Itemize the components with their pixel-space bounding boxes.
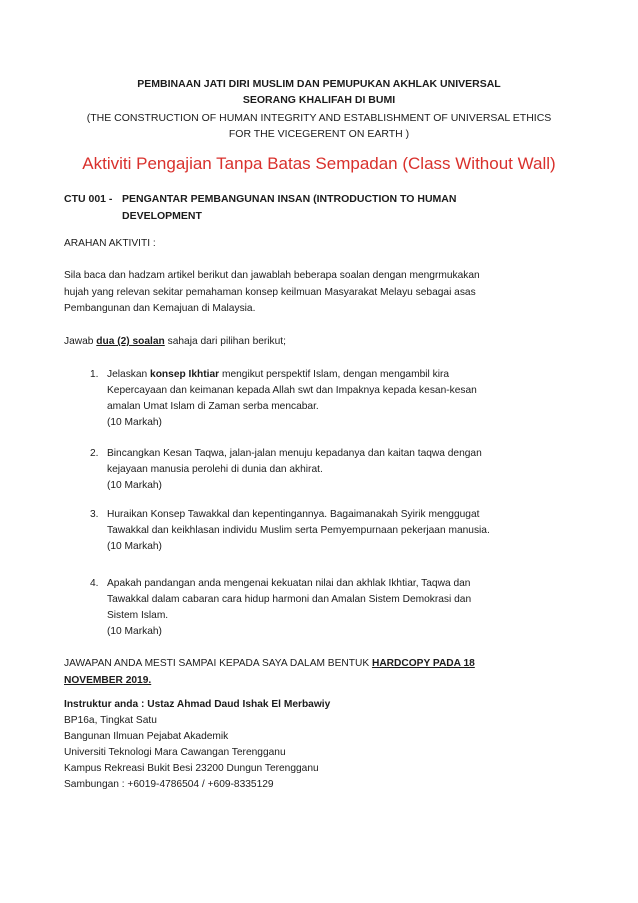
answer-instruction bbox=[64, 334, 564, 351]
intro-paragraph bbox=[64, 268, 564, 318]
deadline-notice bbox=[64, 656, 564, 689]
question-text: Jelaskan bbox=[107, 369, 151, 380]
question-3 bbox=[90, 507, 560, 555]
instructions-heading: ARAHAN AKTIVITI : bbox=[64, 238, 156, 249]
question-text: kejayaan manusia perolehi di dunia dan akhirat. bbox=[107, 464, 323, 475]
question-text: Tawakkal dan keikhlasan individu Muslim serta Pemyempurnaan pekerjaan manusia. bbox=[107, 525, 490, 536]
question-number: 1. bbox=[90, 369, 99, 380]
activity-title: Aktiviti Pengajian Tanpa Batas Sempadan (Class Without Wall) bbox=[82, 154, 556, 173]
question-2 bbox=[90, 446, 560, 494]
answer-emphasis: dua (2) soalan bbox=[96, 336, 165, 347]
question-text: Apakah pandangan anda mengenai kekuatan nilai dan akhlak Ikhtiar, Taqwa dan bbox=[107, 578, 471, 589]
instructor-building: Bangunan Ilmuan Pejabat Akademik bbox=[64, 731, 229, 742]
question-marks: (10 Markah) bbox=[107, 417, 162, 428]
question-number: 4. bbox=[90, 578, 99, 589]
header-line-2: SEORANG KHALIFAH DI BUMI bbox=[242, 94, 396, 106]
question-text: Tawakkal dalam cabaran cara hidup harmoni dan Amalan Sistem Demokrasi dan bbox=[107, 594, 472, 605]
course-title-line-1: PENGANTAR PEMBANGUNAN INSAN (INTRODUCTION TO HUMAN bbox=[122, 193, 457, 205]
question-number: 2. bbox=[90, 448, 99, 459]
question-1 bbox=[90, 367, 560, 431]
question-text: amalan Umat Islam di Zaman serba mencabar. bbox=[107, 401, 319, 412]
header-line-4: FOR THE VICEGERENT ON EARTH ) bbox=[228, 128, 410, 140]
question-keyword: konsep Ikhtiar bbox=[150, 369, 220, 380]
intro-line-3: Pembangunan dan Kemajuan di Malaysia. bbox=[64, 303, 256, 314]
instructor-name: Instruktur anda : Ustaz Ahmad Daud Ishak El Merbawiy bbox=[64, 699, 331, 710]
intro-line-1: Sila baca dan hadzam artikel berikut dan jawablah beberapa soalan dengan mengrmukakan bbox=[64, 270, 480, 281]
course-code: CTU 001 - bbox=[64, 193, 113, 205]
question-text: Kepercayaan dan keimanan kepada Allah swt dan Impaknya kepada kesan-kesan bbox=[107, 385, 477, 396]
header-line-3: (THE CONSTRUCTION OF HUMAN INTEGRITY AND ESTABLISHMENT OF UNIVERSAL ETHICS bbox=[86, 112, 552, 124]
question-text: Bincangkan Kesan Taqwa, jalan-jalan menuju kepadanya dan kaitan taqwa dengan bbox=[107, 448, 482, 459]
deadline-prefix: JAWAPAN ANDA MESTI SAMPAI KEPADA SAYA DALAM BENTUK bbox=[64, 658, 372, 669]
deadline-emphasis-2: NOVEMBER 2019. bbox=[64, 674, 152, 686]
course-title-line-2: DEVELOPMENT bbox=[122, 210, 202, 222]
question-marks: (10 Markah) bbox=[107, 541, 162, 552]
question-4 bbox=[90, 576, 560, 640]
question-number: 3. bbox=[90, 509, 99, 520]
instructor-university: Universiti Teknologi Mara Cawangan Terengganu bbox=[64, 747, 286, 758]
deadline-emphasis-1: HARDCOPY PADA 18 bbox=[371, 658, 475, 669]
header-line-1: PEMBINAAN JATI DIRI MUSLIM DAN PEMUPUKAN AKHLAK UNIVERSAL bbox=[137, 78, 501, 90]
intro-line-2: hujah yang relevan sekitar pemahaman konsep keilmuan Masyarakat Melayu sebagai asas bbox=[64, 286, 476, 298]
instructor-block bbox=[64, 697, 330, 793]
course-heading bbox=[64, 191, 456, 225]
instructor-phone: Sambungan : +6019-4786504 / +609-8335129 bbox=[64, 779, 274, 790]
question-text: Huraikan Konsep Tawakkal dan kepentingannya. Bagaimanakah Syirik menggugat bbox=[107, 509, 480, 520]
instructor-campus: Kampus Rekreasi Bukit Besi 23200 Dungun Terengganu bbox=[64, 763, 319, 774]
instructor-room: BP16a, Tingkat Satu bbox=[64, 715, 157, 726]
answer-prefix: Jawab bbox=[64, 336, 97, 347]
question-marks: (10 Markah) bbox=[107, 480, 162, 491]
question-marks: (10 Markah) bbox=[107, 626, 162, 637]
question-text: Sistem Islam. bbox=[107, 610, 169, 621]
answer-suffix: sahaja dari pilihan berikut; bbox=[164, 336, 286, 347]
question-text: mengikut perspektif Islam, dengan mengambil kira bbox=[219, 369, 450, 380]
